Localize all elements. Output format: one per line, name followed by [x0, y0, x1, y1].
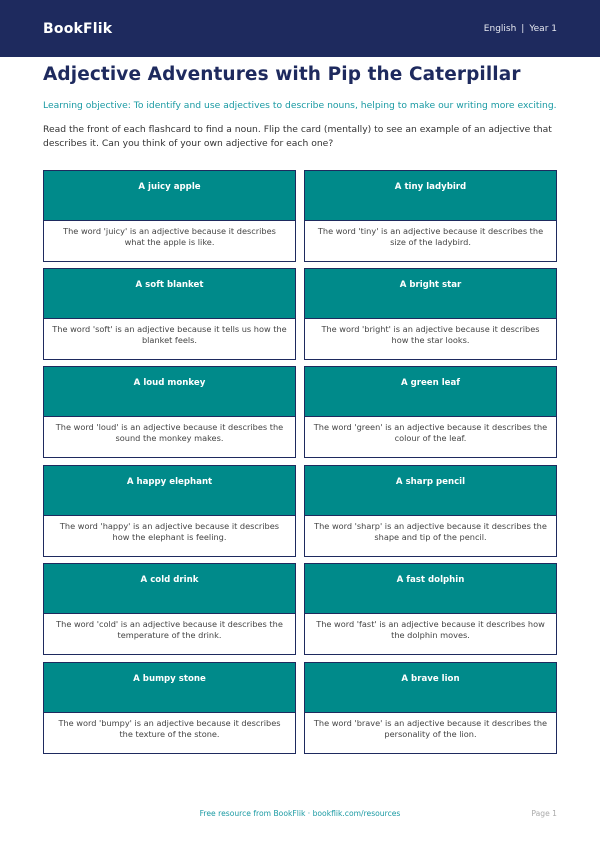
flashcard[interactable] — [304, 170, 557, 262]
card-back: The word 'cold' is an adjective because it describes the temperature of the drink. — [44, 613, 295, 654]
card-front: A brave lion — [305, 663, 556, 712]
card-front: A green leaf — [305, 367, 556, 416]
subject-label: English — [483, 23, 517, 34]
flashcard[interactable] — [43, 563, 296, 655]
flashcard[interactable] — [304, 366, 557, 458]
learning-objective: Learning objective: To identify and use adjectives to describe nouns, helping to make our writing more exciting. — [43, 100, 557, 111]
card-front: A cold drink — [44, 564, 295, 613]
card-front: A juicy apple — [44, 171, 295, 220]
card-front: A bright star — [305, 269, 556, 318]
flashcard[interactable] — [43, 268, 296, 360]
card-front: A bumpy stone — [44, 663, 295, 712]
card-back: The word 'bumpy' is an adjective because it describes the texture of the stone. — [44, 712, 295, 753]
card-front: A fast dolphin — [305, 564, 556, 613]
card-back: The word 'happy' is an adjective because it describes how the elephant is feeling. — [44, 515, 295, 556]
instructions: Read the front of each flashcard to find a noun. Flip the card (mentally) to see an example of an adjective that describes it. Can you think of your own adjective for each one? — [43, 124, 552, 149]
card-back: The word 'sharp' is an adjective because it describes the shape and tip of the pencil. — [305, 515, 556, 556]
card-front: A loud monkey — [44, 367, 295, 416]
flashcard[interactable] — [304, 563, 557, 655]
card-back: The word 'fast' is an adjective because it describes how the dolphin moves. — [305, 613, 556, 654]
header-meta — [484, 24, 557, 34]
card-back: The word 'green' is an adjective because it describes the colour of the leaf. — [305, 416, 556, 457]
flashcard[interactable] — [43, 465, 296, 557]
card-front: A tiny ladybird — [305, 171, 556, 220]
page-number: Page 1 — [531, 809, 557, 818]
year-label: Year 1 — [529, 23, 557, 34]
card-back: The word 'brave' is an adjective because it describes the personality of the lion. — [305, 712, 556, 753]
flashcard[interactable] — [304, 465, 557, 557]
card-front: A happy elephant — [44, 466, 295, 515]
header-bar — [0, 0, 600, 57]
flashcard[interactable] — [304, 268, 557, 360]
card-front: A soft blanket — [44, 269, 295, 318]
card-back: The word 'bright' is an adjective because it describes how the star looks. — [305, 318, 556, 359]
card-back: The word 'juicy' is an adjective because it describes what the apple is like. — [44, 220, 295, 261]
card-back: The word 'loud' is an adjective because it describes the sound the monkey makes. — [44, 416, 295, 457]
flashcard[interactable] — [43, 170, 296, 262]
brand-logo[interactable]: BookFlik — [43, 20, 113, 37]
card-front: A sharp pencil — [305, 466, 556, 515]
card-back: The word 'soft' is an adjective because it tells us how the blanket feels. — [44, 318, 295, 359]
card-back: The word 'tiny' is an adjective because it describes the size of the ladybird. — [305, 220, 556, 261]
flashcard[interactable] — [304, 662, 557, 754]
flashcard[interactable] — [43, 662, 296, 754]
meta-separator: | — [521, 23, 525, 34]
footer-credit[interactable]: Free resource from BookFlik · bookflik.com/resources — [199, 809, 401, 818]
flashcard[interactable] — [43, 366, 296, 458]
page-title: Adjective Adventures with Pip the Caterpillar — [43, 64, 521, 85]
